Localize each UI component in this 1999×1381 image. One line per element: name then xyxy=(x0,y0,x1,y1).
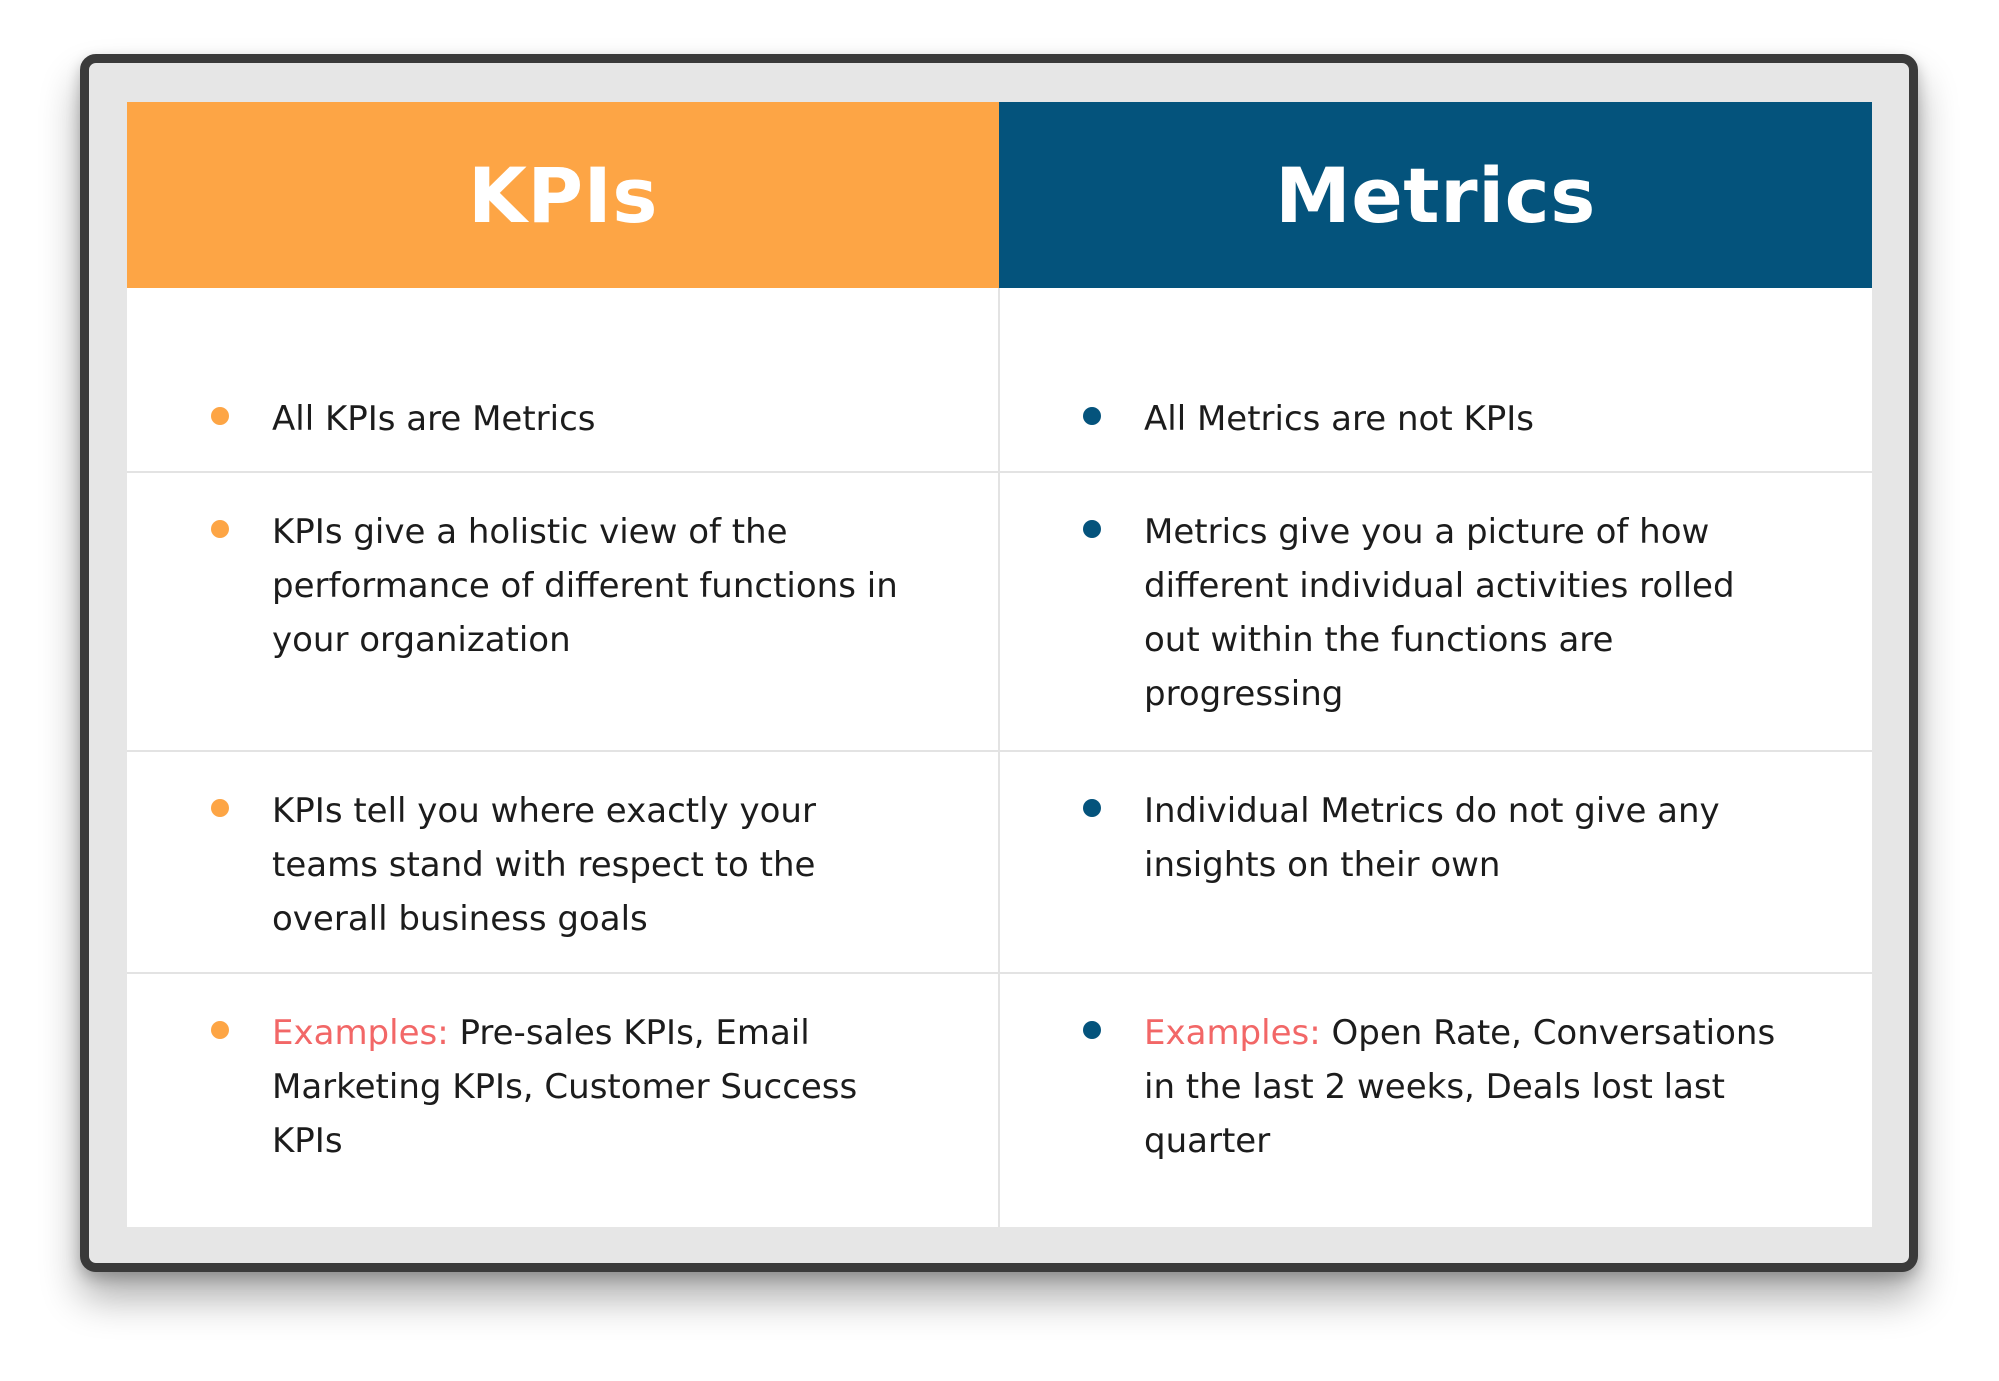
metrics-examples xyxy=(1144,1006,1784,1168)
examples-label: Examples: xyxy=(1144,1013,1321,1053)
metrics-point-1: All Metrics are not KPIs xyxy=(1144,399,1535,439)
examples-text: Pre-sales KPIs, Email Marketing KPIs, Customer Success KPIs xyxy=(272,1013,858,1161)
metrics-point-2: Metrics give you a picture of how different individual activities rolled out within the functions are progressing xyxy=(1144,512,1735,714)
kpi-point-2: KPIs give a holistic view of the performance of different functions in your organization xyxy=(272,512,898,660)
row-divider xyxy=(127,750,1872,752)
bullet-icon xyxy=(211,1021,229,1039)
examples-text: Open Rate, Conversations in the last 2 weeks, Deals lost last quarter xyxy=(1144,1013,1776,1161)
bullet-icon xyxy=(211,520,229,538)
row-divider xyxy=(127,471,1872,473)
kpi-point-3: KPIs tell you where exactly your teams stand with respect to the overall business goals xyxy=(272,791,816,939)
bullet-icon xyxy=(1083,1021,1101,1039)
bullet-icon xyxy=(211,407,229,425)
kpi-examples xyxy=(272,1006,912,1168)
kpis-header: KPIs xyxy=(127,102,999,288)
bullet-icon xyxy=(211,799,229,817)
column-divider xyxy=(998,288,1000,1227)
metrics-point-3: Individual Metrics do not give any insights on their own xyxy=(1144,791,1720,885)
bullet-icon xyxy=(1083,520,1101,538)
kpi-point-1: All KPIs are Metrics xyxy=(272,399,596,439)
bullet-icon xyxy=(1083,799,1101,817)
comparison-table xyxy=(127,102,1872,1227)
bullet-icon xyxy=(1083,407,1101,425)
examples-label: Examples: xyxy=(272,1013,449,1053)
row-divider xyxy=(127,972,1872,974)
metrics-header: Metrics xyxy=(999,102,1872,288)
